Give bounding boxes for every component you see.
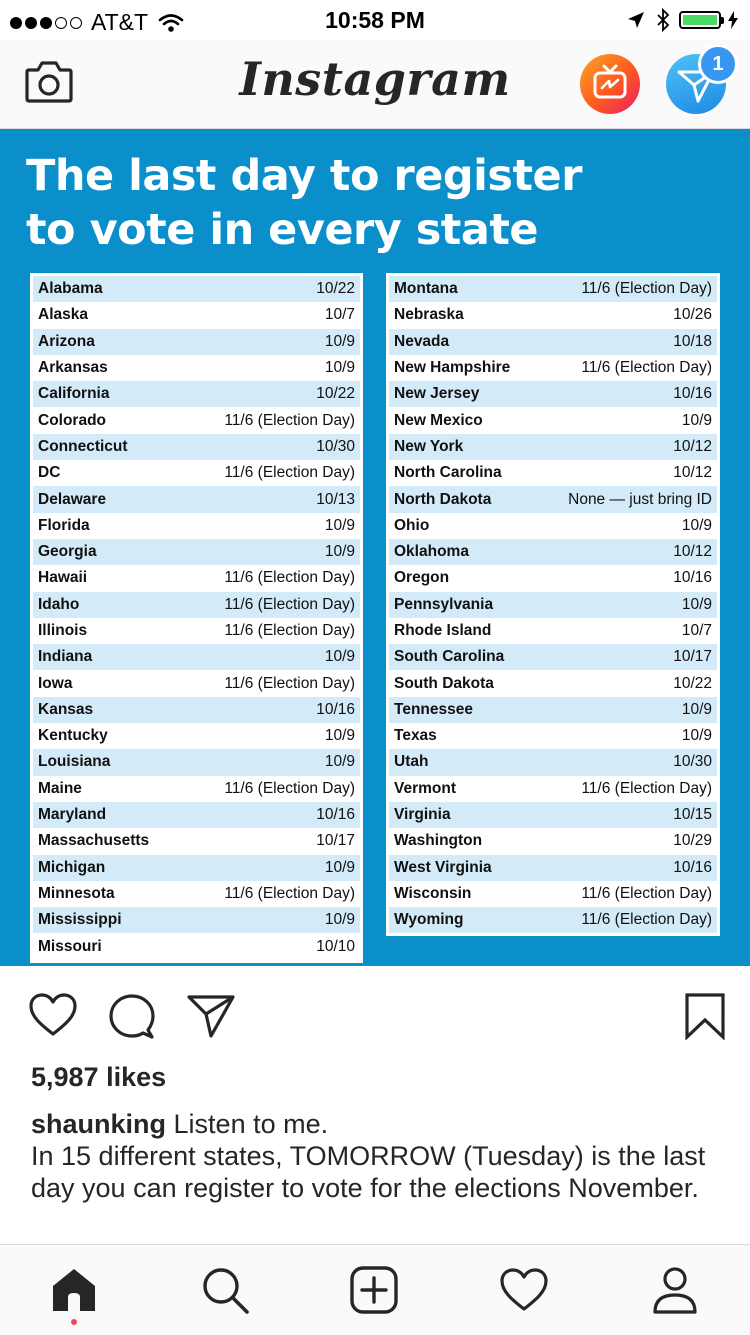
deadline-table-right	[386, 273, 720, 936]
registration-deadline: 10/22	[673, 674, 712, 692]
registration-deadline: 11/6 (Election Day)	[224, 779, 355, 797]
state-row	[33, 749, 360, 775]
registration-deadline: 10/9	[681, 700, 712, 718]
state-row	[33, 697, 360, 723]
state-name: Maryland	[38, 806, 107, 824]
image-title-line: The last day to register	[26, 151, 582, 201]
state-name: West Virginia	[394, 858, 492, 876]
state-row	[389, 486, 717, 512]
state-row	[33, 539, 360, 565]
registration-deadline: 10/9	[324, 753, 355, 771]
state-name: Kansas	[38, 700, 94, 718]
likes-count[interactable]: 5,987 likes	[31, 1062, 167, 1092]
state-name: Louisiana	[38, 753, 111, 771]
registration-deadline: 10/30	[673, 753, 712, 771]
registration-deadline: 10/9	[324, 332, 355, 350]
state-name: DC	[38, 464, 61, 482]
state-name: Rhode Island	[394, 622, 492, 639]
state-row	[389, 618, 717, 644]
state-row	[389, 907, 717, 933]
charging-bolt-icon	[728, 11, 738, 29]
state-row	[389, 644, 717, 670]
post-caption	[31, 1108, 721, 1204]
bottom-tab-bar	[0, 1244, 750, 1335]
registration-deadline: 11/6 (Election Day)	[224, 884, 355, 902]
state-name: North Dakota	[394, 490, 492, 508]
state-row	[389, 302, 717, 328]
registration-deadline: 10/7	[324, 306, 355, 324]
search-icon[interactable]	[200, 1265, 250, 1315]
state-row	[33, 381, 360, 407]
post-actions	[0, 966, 750, 1066]
comment-icon[interactable]	[108, 992, 156, 1040]
registration-deadline: 11/6 (Election Day)	[224, 622, 355, 639]
image-title	[26, 149, 582, 257]
state-name: Arkansas	[38, 359, 108, 377]
status-right	[627, 8, 738, 32]
state-name: Wisconsin	[394, 884, 472, 902]
state-name: Florida	[38, 516, 90, 534]
state-row	[33, 355, 360, 381]
state-row	[389, 697, 717, 723]
registration-deadline: 10/16	[316, 700, 355, 718]
activity-heart-icon[interactable]	[499, 1265, 549, 1315]
bluetooth-icon	[655, 8, 671, 32]
registration-deadline: 10/16	[673, 858, 712, 876]
state-name: Minnesota	[38, 884, 115, 902]
heart-icon[interactable]	[28, 992, 78, 1038]
state-row	[389, 592, 717, 618]
state-row	[33, 460, 360, 486]
state-name: Nevada	[394, 332, 450, 350]
caption-body: In 15 different states, TOMORROW (Tuesday) is the last day you can register to vote for the elections November.	[31, 1141, 706, 1203]
state-row	[33, 329, 360, 355]
state-name: Maine	[38, 779, 82, 797]
state-row	[389, 802, 717, 828]
registration-deadline: 11/6 (Election Day)	[581, 280, 712, 298]
state-name: Vermont	[394, 779, 457, 797]
state-name: Michigan	[38, 858, 106, 876]
state-row	[389, 855, 717, 881]
registration-deadline: 10/9	[324, 359, 355, 377]
state-name: Hawaii	[38, 569, 88, 587]
location-arrow-icon	[627, 11, 645, 29]
state-name: Connecticut	[38, 437, 128, 455]
registration-deadline: 10/15	[673, 806, 712, 824]
registration-deadline: 10/9	[681, 727, 712, 745]
state-name: North Carolina	[394, 464, 502, 482]
registration-deadline: 10/9	[324, 727, 355, 745]
registration-deadline: 11/6 (Election Day)	[224, 411, 355, 429]
registration-deadline: 10/22	[316, 280, 355, 298]
state-name: Iowa	[38, 674, 73, 692]
state-row	[33, 513, 360, 539]
state-row	[33, 592, 360, 618]
state-name: New Jersey	[394, 385, 480, 403]
share-icon[interactable]	[186, 992, 236, 1040]
state-row	[33, 407, 360, 433]
direct-notification-badge: 1	[698, 44, 738, 84]
state-row	[389, 881, 717, 907]
state-name: Georgia	[38, 543, 97, 561]
registration-deadline: 10/16	[673, 569, 712, 587]
registration-deadline: 11/6 (Election Day)	[224, 595, 355, 613]
state-name: New York	[394, 437, 464, 455]
registration-deadline: 10/16	[673, 385, 712, 403]
registration-deadline: 10/9	[681, 411, 712, 429]
registration-deadline: 11/6 (Election Day)	[581, 911, 712, 929]
registration-deadline: 10/30	[316, 437, 355, 455]
state-name: Alaska	[38, 306, 88, 324]
state-name: Wyoming	[394, 911, 464, 929]
registration-deadline: 10/9	[324, 543, 355, 561]
state-row	[33, 618, 360, 644]
registration-deadline: 10/22	[316, 385, 355, 403]
state-row	[389, 513, 717, 539]
deadline-table-left	[30, 273, 363, 963]
app-header	[0, 40, 750, 129]
state-row	[389, 828, 717, 854]
status-bar	[0, 0, 750, 40]
state-name: Texas	[394, 727, 437, 745]
state-name: Tennessee	[394, 700, 473, 718]
state-name: Oklahoma	[394, 543, 469, 561]
state-name: Indiana	[38, 648, 93, 666]
state-name: New Hampshire	[394, 359, 511, 377]
registration-deadline: 10/12	[673, 464, 712, 482]
state-row	[33, 723, 360, 749]
state-row	[33, 434, 360, 460]
caption-first-line: Listen to me.	[173, 1109, 329, 1139]
state-row	[389, 460, 717, 486]
state-row	[33, 670, 360, 696]
state-name: Arizona	[38, 332, 95, 350]
caption-username[interactable]: shaunking	[31, 1109, 167, 1139]
profile-icon[interactable]	[650, 1265, 700, 1315]
carrier-label: AT&T	[91, 9, 149, 35]
state-row	[33, 855, 360, 881]
state-row	[389, 749, 717, 775]
registration-deadline: 10/9	[324, 858, 355, 876]
image-title-line: to vote in every state	[26, 205, 539, 255]
state-name: Utah	[394, 753, 429, 771]
state-row	[33, 907, 360, 933]
state-row	[33, 302, 360, 328]
state-row	[33, 776, 360, 802]
home-active-dot	[71, 1319, 77, 1325]
state-row	[389, 276, 717, 302]
state-row	[389, 355, 717, 381]
registration-deadline: 10/9	[681, 516, 712, 534]
state-row	[33, 828, 360, 854]
registration-deadline: None — just bring ID	[568, 490, 712, 508]
add-icon[interactable]	[349, 1265, 399, 1315]
state-row	[389, 329, 717, 355]
state-name: Ohio	[394, 516, 430, 534]
state-name: Mississippi	[38, 911, 122, 929]
registration-deadline: 10/26	[673, 306, 712, 324]
state-name: Missouri	[38, 937, 102, 955]
state-name: Kentucky	[38, 727, 108, 745]
state-row	[389, 565, 717, 591]
state-name: Washington	[394, 832, 483, 850]
state-name: Oregon	[394, 569, 450, 587]
registration-deadline: 10/9	[324, 648, 355, 666]
registration-deadline: 11/6 (Election Day)	[581, 359, 712, 377]
registration-deadline: 10/18	[673, 332, 712, 350]
state-name: Pennsylvania	[394, 595, 494, 613]
state-name: Massachusetts	[38, 832, 150, 850]
state-row	[33, 486, 360, 512]
igtv-icon[interactable]	[580, 54, 640, 114]
state-name: California	[38, 385, 110, 403]
state-row	[389, 539, 717, 565]
state-name: Illinois	[38, 622, 88, 639]
bookmark-icon[interactable]	[684, 992, 726, 1040]
registration-deadline: 11/6 (Election Day)	[581, 884, 712, 902]
registration-deadline: 11/6 (Election Day)	[224, 674, 355, 692]
state-name: South Dakota	[394, 674, 494, 692]
registration-deadline: 10/17	[673, 648, 712, 666]
registration-deadline: 10/10	[316, 937, 355, 955]
registration-deadline: 10/29	[673, 832, 712, 850]
state-name: Idaho	[38, 595, 80, 613]
registration-deadline: 11/6 (Election Day)	[224, 464, 355, 482]
registration-deadline: 10/9	[324, 911, 355, 929]
registration-deadline: 10/12	[673, 437, 712, 455]
state-row	[33, 802, 360, 828]
state-name: Nebraska	[394, 306, 464, 324]
state-row	[389, 407, 717, 433]
registration-deadline: 10/9	[681, 595, 712, 613]
instagram-logo: Instagram	[239, 52, 511, 106]
state-name: Colorado	[38, 411, 107, 429]
state-name: Montana	[394, 280, 458, 298]
registration-deadline: 11/6 (Election Day)	[581, 779, 712, 797]
registration-deadline: 10/16	[316, 806, 355, 824]
registration-deadline: 11/6 (Election Day)	[224, 569, 355, 587]
state-row	[389, 723, 717, 749]
battery-icon	[679, 11, 721, 29]
home-icon[interactable]	[49, 1265, 99, 1315]
state-name: Alabama	[38, 280, 103, 298]
registration-deadline: 10/13	[316, 490, 355, 508]
post-image[interactable]	[0, 129, 750, 966]
state-name: South Carolina	[394, 648, 505, 666]
state-row	[33, 933, 360, 959]
state-name: Virginia	[394, 806, 451, 824]
state-row	[33, 881, 360, 907]
registration-deadline: 10/12	[673, 543, 712, 561]
state-row	[389, 381, 717, 407]
state-name: New Mexico	[394, 411, 483, 429]
state-row	[389, 434, 717, 460]
state-row	[389, 776, 717, 802]
state-row	[389, 670, 717, 696]
state-row	[33, 565, 360, 591]
registration-deadline: 10/9	[324, 516, 355, 534]
clock: 10:58 PM	[325, 7, 425, 33]
state-row	[33, 276, 360, 302]
state-row	[33, 644, 360, 670]
state-name: Delaware	[38, 490, 107, 508]
registration-deadline: 10/7	[681, 622, 712, 639]
registration-deadline: 10/17	[316, 832, 355, 850]
